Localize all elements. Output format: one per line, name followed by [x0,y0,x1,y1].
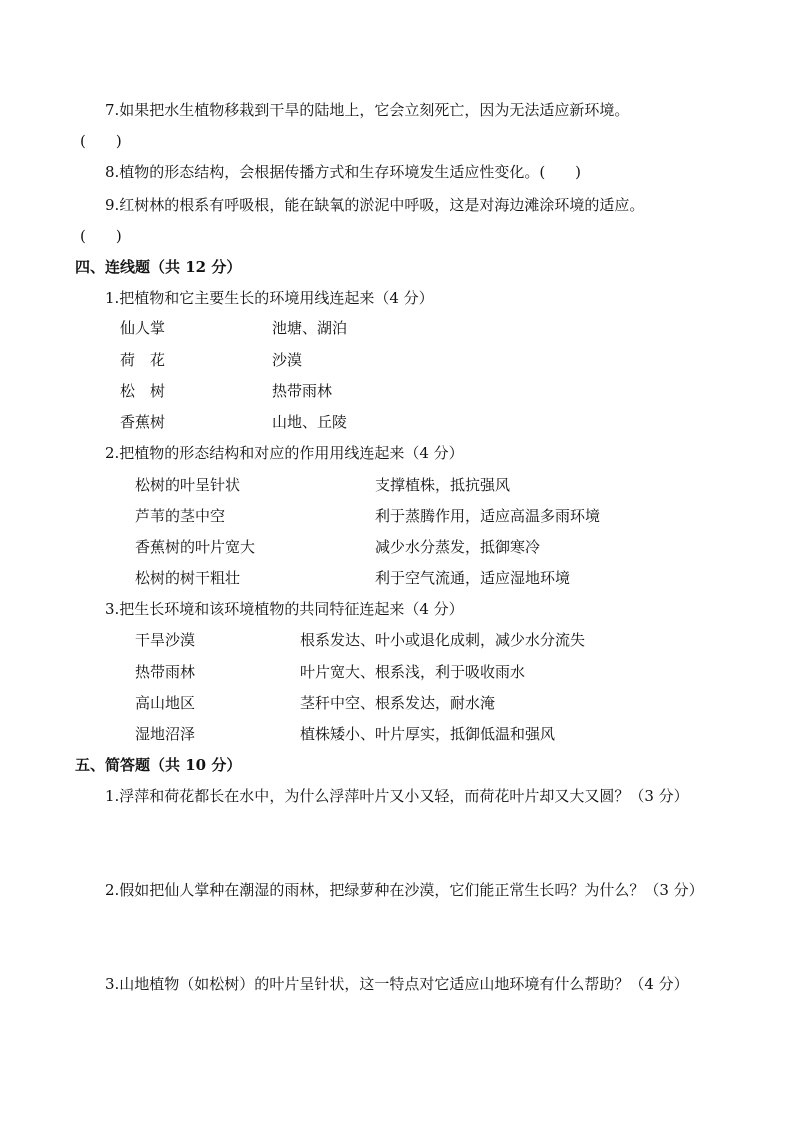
matching-q1-left-item: 松 树 [120,382,166,400]
matching-q3-right-item: 根系发达、叶小或退化成刺，减少水分流失 [300,631,586,649]
matching-q1-right-item: 池塘、湖泊 [272,319,348,337]
matching-q1-right-item: 山地、丘陵 [272,413,348,431]
matching-q1-right-item: 沙漠 [272,351,303,369]
matching-q3-right-item: 茎秆中空、根系发达，耐水淹 [300,694,496,712]
matching-q3-left-item: 热带雨林 [135,663,196,681]
matching-q2-right-item: 减少水分蒸发，抵御寒冷 [375,538,541,556]
question-7-answer-blank[interactable]: ( ) [80,132,122,150]
matching-q2-right-item: 利于蒸腾作用，适应高温多雨环境 [375,507,601,525]
matching-q2-left-item: 香蕉树的叶片宽大 [135,538,256,556]
short-answer-q3: 3.山地植物（如松树）的叶片呈针状，这一特点对它适应山地环境有什么帮助？（4 分） [105,975,689,993]
short-answer-q2: 2.假如把仙人掌种在潮湿的雨林，把绿萝种在沙漠，它们能正常生长吗？为什么？（3 分） [105,881,704,899]
matching-q2-left-item: 松树的树干粗壮 [135,569,241,587]
matching-q1-left-item: 香蕉树 [120,413,166,431]
matching-q3-prompt: 3.把生长环境和该环境植物的共同特征连起来（4 分） [105,600,464,618]
matching-q3-left-item: 高山地区 [135,694,196,712]
question-8: 8.植物的形态结构，会根据传播方式和生存环境发生适应性变化。( ) [105,163,582,181]
question-9: 9.红树林的根系有呼吸根，能在缺氧的淤泥中呼吸，这是对海边滩涂环境的适应。 [105,196,645,214]
matching-q1-left-item: 荷 花 [120,351,166,369]
section-4-heading: 四、连线题（共 12 分） [75,258,242,276]
section-5-heading: 五、简答题（共 10 分） [75,756,242,774]
matching-q1-left-item: 仙人掌 [120,319,166,337]
matching-q2-left-item: 松树的叶呈针状 [135,476,241,494]
matching-q1-right-item: 热带雨林 [272,382,333,400]
matching-q3-left-item: 湿地沼泽 [135,725,196,743]
question-7: 7.如果把水生植物移栽到干旱的陆地上，它会立刻死亡，因为无法适应新环境。 [105,101,630,119]
matching-q3-right-item: 植株矮小、叶片厚实，抵御低温和强风 [300,725,556,743]
matching-q2-right-item: 支撑植株，抵抗强风 [375,476,511,494]
matching-q2-right-item: 利于空气流通，适应湿地环境 [375,569,571,587]
matching-q3-left-item: 干旱沙漠 [135,631,196,649]
matching-q2-left-item: 芦苇的茎中空 [135,507,226,525]
matching-q2-prompt: 2.把植物的形态结构和对应的作用用线连起来（4 分） [105,444,464,462]
matching-q3-right-item: 叶片宽大、根系浅，利于吸收雨水 [300,663,526,681]
matching-q1-prompt: 1.把植物和它主要生长的环境用线连起来（4 分） [105,289,434,307]
question-9-answer-blank[interactable]: ( ) [80,227,122,245]
short-answer-q1: 1.浮萍和荷花都长在水中，为什么浮萍叶片又小又轻，而荷花叶片却又大又圆？（3 分） [105,787,689,805]
